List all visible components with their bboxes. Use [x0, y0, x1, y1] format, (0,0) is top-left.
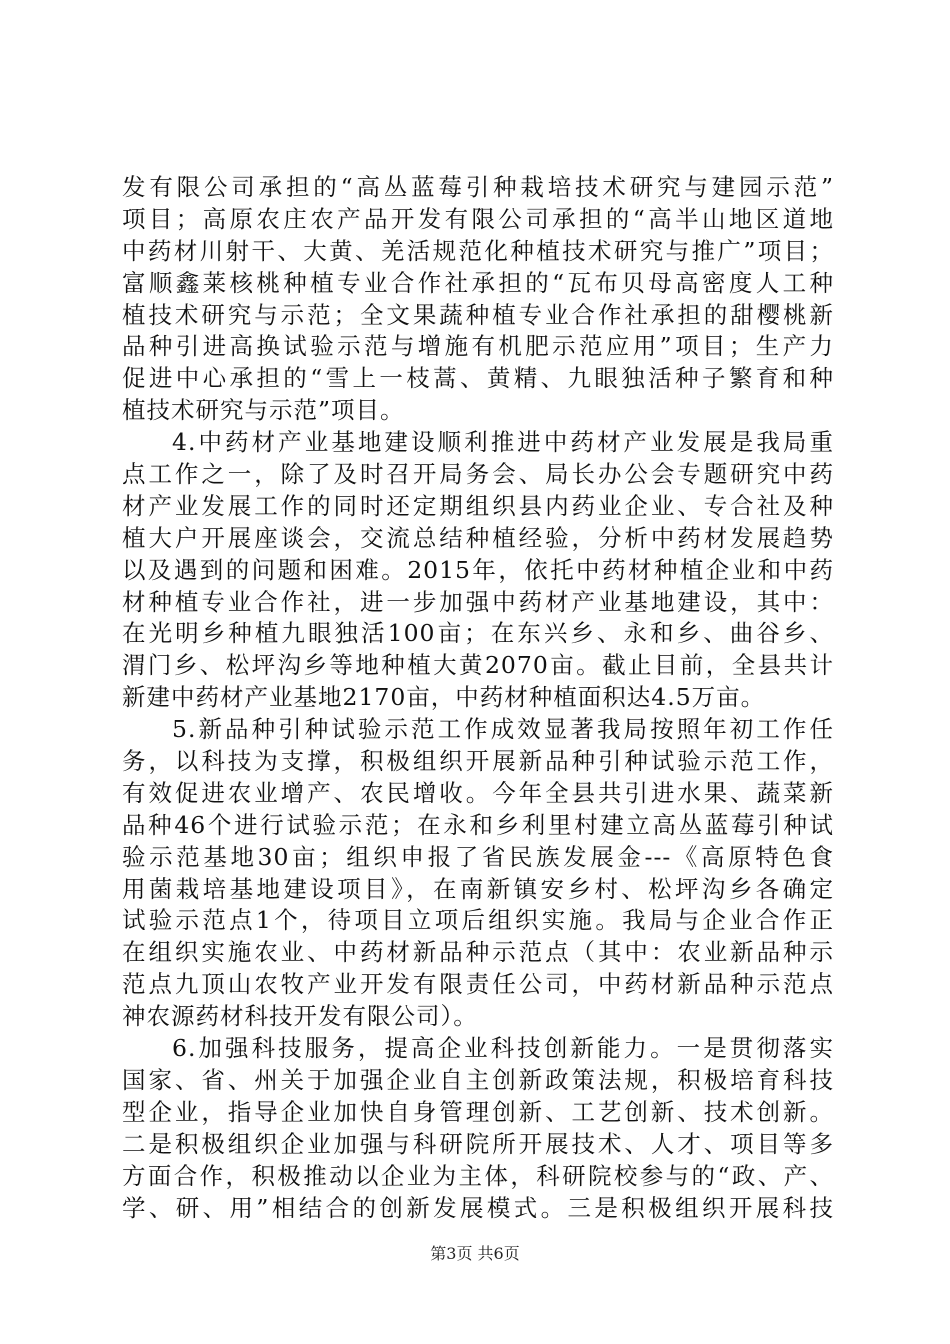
text-line: 型企业，指导企业加快自身管理创新、工艺创新、技术创新。 — [122, 1097, 834, 1126]
text-line: 试验示范点1个，待项目立项后组织实施。我局与企业合作正 — [122, 906, 834, 935]
text-line: 新建中药材产业基地2170亩，中药材种植面积达4.5万亩。 — [122, 683, 766, 712]
text-line: 点工作之一，除了及时召开局务会、局长办公会专题研究中药 — [122, 460, 834, 489]
paragraph-5-first-line: 5.新品种引种试验示范工作成效显著我局按照年初工作任 — [172, 715, 834, 744]
text-line: 植大户开展座谈会，交流总结种植经验，分析中药材发展趋势 — [122, 523, 834, 552]
paragraph-4-first-line: 4.中药材产业基地建设顺利推进中药材产业发展是我局重 — [172, 428, 834, 457]
document-body — [122, 172, 834, 1224]
text-line: 在组织实施农业、中药材新品种示范点（其中：农业新品种示 — [122, 938, 834, 967]
text-line: 品种引进高换试验示范与增施有机肥示范应用”项目；生产力 — [122, 332, 834, 361]
paragraph-6-first-line: 6.加强科技服务，提高企业科技创新能力。一是贯彻落实 — [172, 1034, 834, 1063]
text-line: 以及遇到的问题和困难。2015年，依托中药材种植企业和中药 — [122, 555, 834, 584]
text-line: 有效促进农业增产、农民增收。今年全县共引进水果、蔬菜新 — [122, 778, 834, 807]
text-line: 植技术研究与示范；全文果蔬种植专业合作社承担的甜樱桃新 — [122, 300, 834, 329]
text-line: 在光明乡种植九眼独活100亩；在东兴乡、永和乡、曲谷乡、 — [122, 619, 834, 648]
text-line: 富顺鑫莱核桃种植专业合作社承担的“瓦布贝母高密度人工种 — [122, 268, 834, 297]
text-line: 中药材川射干、大黄、羌活规范化种植技术研究与推广”项目； — [122, 236, 834, 265]
text-line: 发有限公司承担的“高丛蓝莓引种栽培技术研究与建园示范” — [122, 173, 834, 201]
text-line: 方面合作，积极推动以企业为主体，科研院校参与的“政、产、 — [122, 1161, 834, 1190]
text-line: 植技术研究与示范”项目。 — [122, 396, 405, 425]
text-line: 国家、省、州关于加强企业自主创新政策法规，积极培育科技 — [122, 1065, 834, 1094]
text-line: 品种46个进行试验示范；在永和乡利里村建立高丛蓝莓引种试 — [122, 810, 834, 839]
text-line: 学、研、用”相结合的创新发展模式。三是积极组织开展科技 — [122, 1193, 834, 1222]
page-number-footer: 第3页 共6页 — [430, 1244, 520, 1263]
text-line: 促进中心承担的“雪上一枝蒿、黄精、九眼独活种子繁育和种 — [122, 364, 834, 393]
text-line: 神农源药材科技开发有限公司）。 — [122, 1002, 478, 1031]
text-line: 验示范基地30亩；组织申报了省民族发展金---《高原特色食 — [122, 842, 834, 871]
text-line: 务，以科技为支撑，积极组织开展新品种引种试验示范工作， — [122, 747, 834, 776]
text-line: 材种植专业合作社，进一步加强中药材产业基地建设，其中： — [122, 587, 834, 616]
text-line: 项目；高原农庄农产品开发有限公司承担的“高半山地区道地 — [122, 204, 834, 233]
text-line: 二是积极组织企业加强与科研院所开展技术、人才、项目等多 — [122, 1129, 834, 1158]
text-line: 范点九顶山农牧产业开发有限责任公司，中药材新品种示范点 — [122, 970, 834, 999]
text-line: 材产业发展工作的同时还定期组织县内药业企业、专合社及种 — [122, 491, 834, 520]
text-line: 渭门乡、松坪沟乡等地种植大黄2070亩。截止目前，全县共计 — [122, 651, 834, 680]
text-line: 用菌栽培基地建设项目》，在南新镇安乡村、松坪沟乡各确定 — [122, 874, 834, 903]
